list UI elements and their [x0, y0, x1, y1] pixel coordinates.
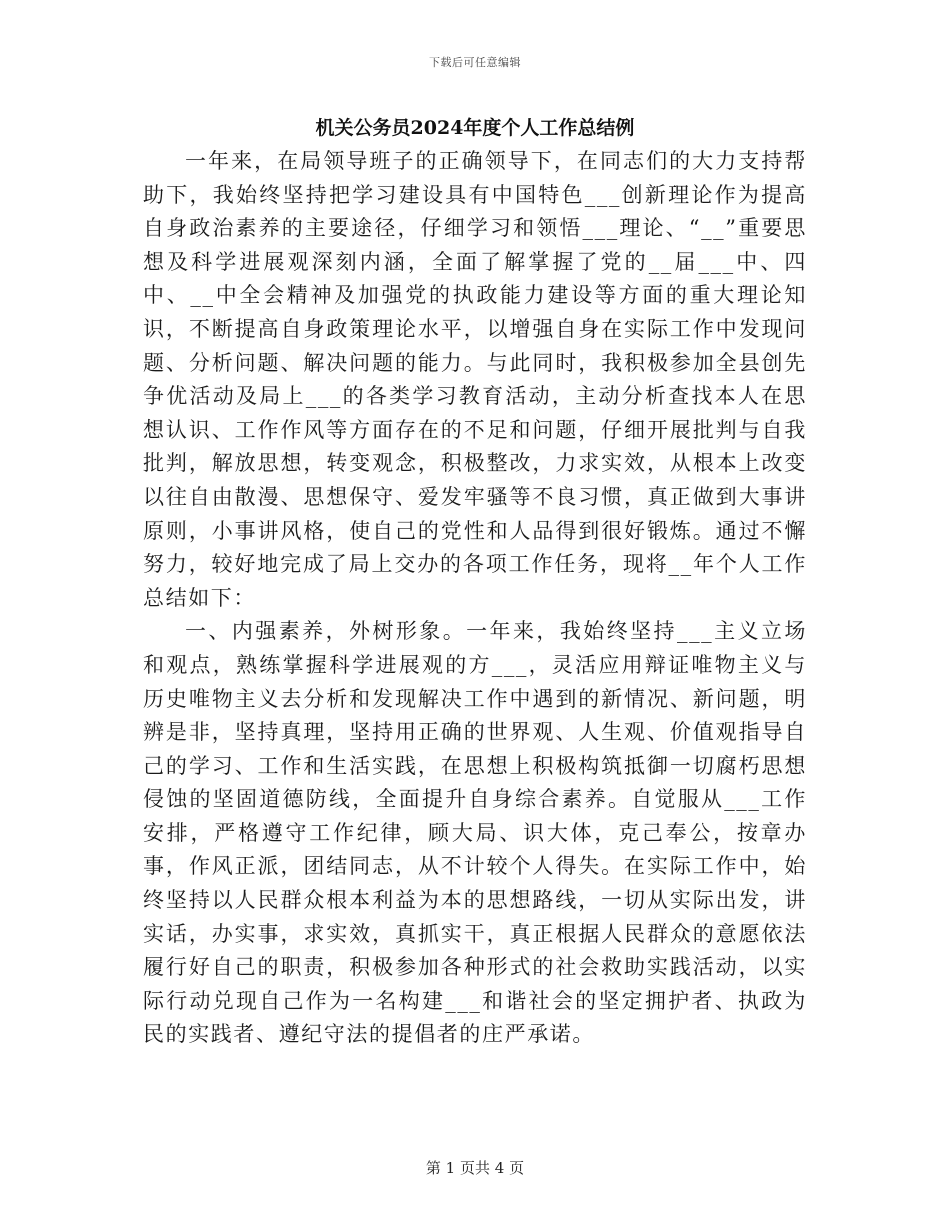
- paragraph-section-one: 一、内强素养，外树形象。一年来，我始终坚持___主义立场和观点，熟练掌握科学进展观的方___，灵活应用辩证唯物主义与历史唯物主义去分析和发现解决工作中遇到的新情况、新问题，明辨是非，坚持真理，坚持用正确的世界观、人生观、价值观指导自己的学习、工作和生活实践，在思想上积极构筑抵御一切腐朽思想侵蚀的坚固道德防线，全面提升自身综合素养。自觉服从___工作安排，严格遵守工作纪律，顾大局、识大体，克己奉公，按章办事，作风正派，团结同志，从不计较个人得失。在实际工作中，始终坚持以人民群众根本利益为本的思想路线，一切从实际出发，讲实话，办实事，求实效，真抓实干，真正根据人民群众的意愿依法履行好自己的职责，积极参加各种形式的社会救助实践活动，以实际行动兑现自己作为一名构建___和谐社会的坚定拥护者、执政为民的实践者、遵纪守法的提倡者的庄严承诺。: [143, 619, 807, 1047]
- page-number: 第 1 页共 4 页: [425, 1159, 525, 1177]
- document-body: [143, 145, 807, 1052]
- document-title: 机关公务员2024年度个人工作总结例: [315, 117, 635, 139]
- header-note: 下载后可任意编辑: [429, 56, 521, 69]
- paragraph-intro: 一年来，在局领导班子的正确领导下，在同志们的大力支持帮助下，我始终坚持把学习建设具有中国特色___创新理论作为提高自身政治素养的主要途径，仔细学习和领悟___理论、“__”重要思想及科学进展观深刻内涵，全面了解掌握了党的__届___中、四中、__中全会精神及加强党的执政能力建设等方面的重大理论知识，不断提高自身政策理论水平，以增强自身在实际工作中发现问题、分析问题、解决问题的能力。与此同时，我积极参加全县创先争优活动及局上___的各类学习教育活动，主动分析查找本人在思想认识、工作作风等方面存在的不足和问题，仔细开展批判与自我批判，解放思想，转变观念，积极整改，力求实效，从根本上改变以往自由散漫、思想保守、爱发牢骚等不良习惯，真正做到大事讲原则，小事讲风格，使自己的党性和人品得到很好锻炼。通过不懈努力，较好地完成了局上交办的各项工作任务，现将__年个人工作总结如下：: [143, 149, 807, 610]
